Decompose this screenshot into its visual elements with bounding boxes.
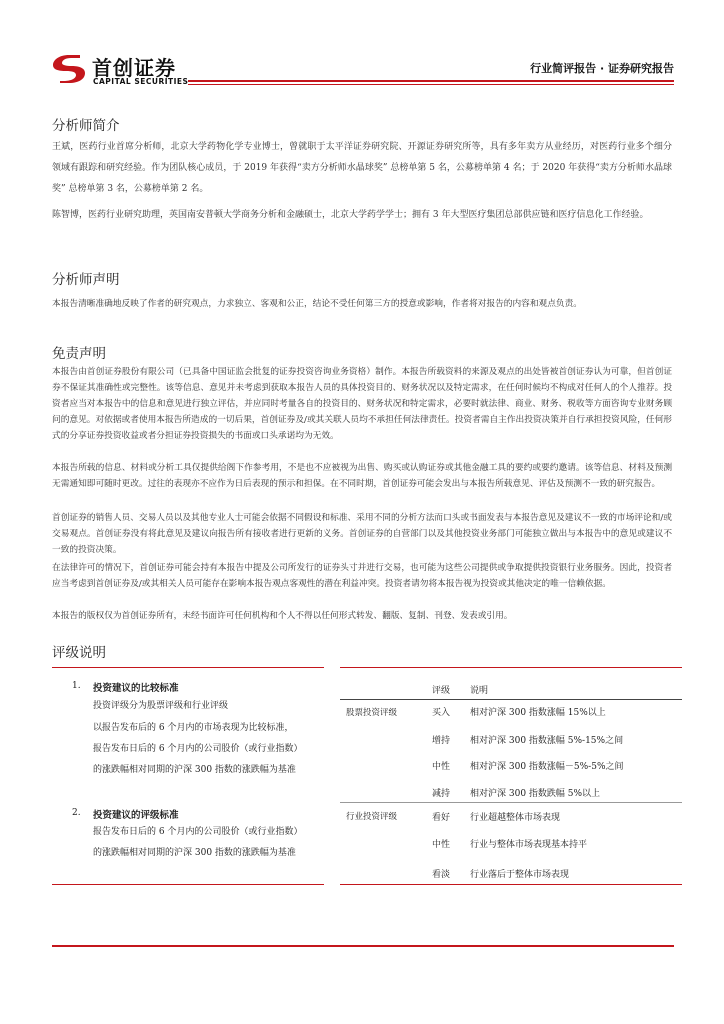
rating-left-bottom-rule bbox=[52, 884, 324, 885]
rating-left-top-rule bbox=[52, 667, 324, 668]
table-row: 看淡 bbox=[432, 870, 451, 880]
rating-item1-body: 以报告发布后的 6 个月内的市场表现为比较标准，报告发布日后的 6 个月内的公司股价（或行业指数）的涨跌幅相对同期的沪深 300 指数的涨跌幅为基准 bbox=[93, 723, 298, 775]
logo-text-cn: 首创证券 bbox=[92, 56, 176, 80]
disclaimer-heading: 免责声明 bbox=[52, 346, 106, 362]
rating-item2-title: 投资建议的评级标准 bbox=[93, 810, 179, 821]
header-divider-thin bbox=[188, 84, 674, 85]
rating-item2-body: 报告发布日后的 6 个月内的公司股价（或行业指数）的涨跌幅相对同期的沪深 300 指数的涨跌幅为基准 bbox=[93, 827, 298, 858]
rating-item1-subtitle: 投资评级分为股票评级和行业评级 bbox=[93, 701, 229, 711]
table-row-desc: 相对沪深 300 指数涨幅－5%-5%之间 bbox=[470, 762, 624, 772]
rating-table-col-desc: 说明 bbox=[470, 686, 489, 696]
report-type-title: 行业简评报告 · 证券研究报告 bbox=[530, 62, 674, 75]
analyst-intro-paragraph-1: 王斌，医药行业首席分析师，北京大学药物化学专业博士，曾就职于太平洋证券研究院、开源证券研究所等，具有多年卖方从业经历，对医药行业多个细分领域有跟踪和研究经验。作为团队核心成员，于 2019 年获得“卖方分析师水晶球奖” 总榜单第 5 名，公募榜单第 4 名；于 2020 年获得“卖方分析师水晶球奖” 总榜单第 3 名，公募榜单第 2 名。 bbox=[52, 142, 672, 194]
table-row: 中性 bbox=[432, 840, 451, 850]
table-row-desc: 相对沪深 300 指数涨幅 5%-15%之间 bbox=[470, 736, 624, 746]
table-row-desc: 相对沪深 300 指数跌幅 5%以上 bbox=[470, 789, 601, 799]
logo-mark-icon bbox=[52, 54, 86, 84]
rating-table-bottom-rule bbox=[340, 884, 682, 885]
table-row-desc: 行业落后于整体市场表现 bbox=[470, 870, 570, 880]
rating-table-top-rule bbox=[340, 667, 682, 668]
disclaimer-paragraph-5: 本报告的版权仅为首创证券所有，未经书面许可任何机构和个人不得以任何形式转发、翻版、复制、刊登、发表或引用。 bbox=[52, 611, 513, 621]
rating-item1-title: 投资建议的比较标准 bbox=[93, 683, 179, 694]
logo-text-en: CAPITAL SECURITIES bbox=[93, 77, 189, 86]
analyst-intro-paragraph-2: 陈智博，医药行业研究助理，英国南安普顿大学商务分析和金融硕士，北京大学药学学士；拥有 3 年大型医疗集团总部供应链和医疗信息化工作经验。 bbox=[52, 210, 649, 220]
rating-table-header-rule bbox=[340, 699, 682, 700]
table-row: 看好 bbox=[432, 813, 451, 823]
disclaimer-paragraph-1: 本报告由首创证券股份有限公司（已具备中国证监会批复的证券投资咨询业务资格）制作。本报告所载资料的来源及观点的出处皆被首创证券认为可靠，但首创证券不保证其准确性或完整性。该等信息、意见并未考虑到获取本报告人员的具体投资目的、财务状况以及特定需求，在任何时候均不构成对任何人的个人推荐。投资者应当对本报告中的信息和意见进行独立评估，并应同时考量各自的投资目的、财务状况和特定需求，必要时就法律、商业、财务、税收等方面咨询专业财务顾问的意见。对依据或者使用本报告所造成的一切后果，首创证券及/或其关联人员均不承担任何法律责任。投资者需自主作出投资决策并自行承担投资风险，任何形式的分享证券投资收益或者分担证券投资损失的书面或口头承诺均为无效。 bbox=[52, 367, 672, 441]
rating-item1-number: 1. bbox=[72, 681, 81, 691]
rating-table-section-rule bbox=[340, 802, 682, 803]
analyst-intro-heading: 分析师简介 bbox=[52, 118, 120, 134]
table-row-desc: 相对沪深 300 指数涨幅 15%以上 bbox=[470, 708, 606, 718]
company-logo bbox=[52, 52, 202, 88]
rating-heading: 评级说明 bbox=[52, 645, 106, 661]
rating-item2-number: 2. bbox=[72, 808, 81, 818]
analyst-statement-heading: 分析师声明 bbox=[52, 272, 120, 288]
table-row: 买入 bbox=[432, 708, 451, 718]
disclaimer-paragraph-3: 首创证券的销售人员、交易人员以及其他专业人士可能会依据不同假设和标准、采用不同的分析方法而口头或书面发表与本报告意见及建议不一致的市场评论和/或交易观点。首创证券没有将此意见及建议向报告所有接收者进行更新的义务。首创证券的自营部门以及其他投资业务部门可能独立做出与本报告中的意见或建议不一致的投资决策。 bbox=[52, 513, 672, 555]
rating-table-col-rating: 评级 bbox=[432, 686, 451, 696]
disclaimer-paragraph-4: 在法律许可的情况下，首创证券可能会持有本报告中提及公司所发行的证券头寸并进行交易，也可能为这些公司提供或争取提供投资银行业务服务。因此，投资者应当考虑到首创证券及/或其相关人员可能存在影响本报告观点客观性的潜在利益冲突。投资者请勿将本报告视为投资或其他决定的唯一信赖依据。 bbox=[52, 563, 672, 589]
stock-rating-label: 股票投资评级 bbox=[346, 708, 398, 718]
table-row: 减持 bbox=[432, 789, 451, 799]
disclaimer-paragraph-2: 本报告所载的信息、材料或分析工具仅提供给阁下作参考用，不是也不应被视为出售、购买或认购证券或其他金融工具的要约或要约邀请。该等信息、材料及预测无需通知即可随时更改。过往的表现亦不应作为日后表现的预示和担保。在不同时期，首创证券可能会发出与本报告所载意见、评估及预测不一致的研究报告。 bbox=[52, 463, 672, 489]
table-row-desc: 行业与整体市场表现基本持平 bbox=[470, 840, 588, 850]
table-row-desc: 行业超越整体市场表现 bbox=[470, 813, 561, 823]
table-row: 中性 bbox=[432, 762, 451, 772]
table-row: 增持 bbox=[432, 736, 451, 746]
analyst-statement-paragraph: 本报告清晰准确地反映了作者的研究观点，力求独立、客观和公正，结论不受任何第三方的授意或影响，作者将对报告的内容和观点负责。 bbox=[52, 299, 582, 309]
header-divider bbox=[188, 80, 674, 82]
footer-divider bbox=[52, 945, 674, 947]
industry-rating-label: 行业投资评级 bbox=[346, 812, 398, 822]
